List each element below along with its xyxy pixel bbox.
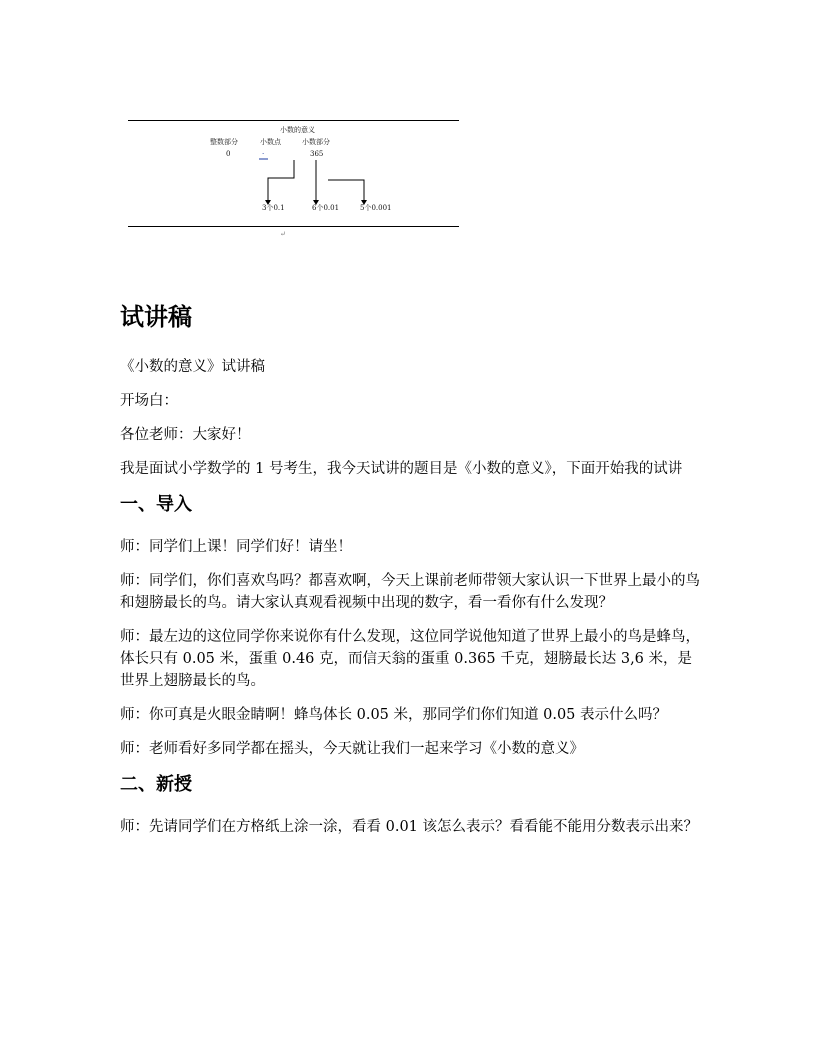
paragraph: 师：老师看好多同学都在摇头，今天就让我们一起来学习《小数的意义》 — [120, 741, 584, 757]
figure-title: 小数的意义 — [280, 126, 315, 134]
decimal-meaning-figure — [128, 118, 460, 240]
decimal-part-label: 小数部分 — [302, 138, 330, 146]
integer-part-value: 0 — [226, 150, 231, 158]
integer-part-label: 整数部分 — [210, 138, 238, 146]
paragraph: 师：你可真是火眼金睛啊！蜂鸟体长 0.05 米，那同学们你们知道 0.05 表示什么吗？ — [120, 707, 668, 723]
greeting: 各位老师：大家好！ — [120, 427, 251, 443]
paragraph: 师：最左边的这位同学你来说你有什么发现，这位同学说他知道了世界上最小的鸟是蜂鸟，体长只有 0.05 米，蛋重 0.46 克，而信天翁的蛋重 0.365 千克，翅膀最长达 3,6 米，是世界上翅膀最长的鸟。 — [120, 629, 700, 689]
introduction-paragraph: 我是面试小学数学的 1 号考生，我今天试讲的题目是《小数的意义》，下面开始我的试讲 — [120, 461, 683, 477]
paragraph: 师：同学们上课！同学们好！请坐！ — [120, 539, 352, 555]
arrow-tenths — [268, 160, 294, 204]
paragraph: 师：同学们，你们喜欢鸟吗？都喜欢啊，今天上课前老师带领大家认识一下世界上最小的鸟和翅膀最长的鸟。请大家认真观看视频中出现的数字，看一看你有什么发现？ — [120, 573, 700, 611]
decimal-point-value: . — [262, 148, 265, 156]
hundredths-count: 6个0.01 — [312, 204, 340, 212]
decimal-point-label: 小数点 — [260, 138, 281, 146]
document-body — [120, 300, 700, 850]
paragraph: 师：先请同学们在方格纸上涂一涂，看看 0.01 该怎么表示？看看能不能用分数表示出来？ — [120, 819, 698, 835]
bottom-rule — [128, 226, 459, 227]
figure-arrows — [128, 118, 460, 240]
section-heading-new: 二、新授 — [120, 774, 192, 795]
opening-label: 开场白： — [120, 393, 178, 409]
lesson-title: 《小数的意义》试讲稿 — [120, 359, 265, 375]
section-heading-intro: 一、导入 — [120, 494, 192, 515]
document-title: 试讲稿 — [120, 302, 192, 331]
thousandths-count: 5个0.001 — [360, 204, 392, 212]
arrow-thousandths — [328, 180, 364, 204]
paragraph-mark: ↵ — [280, 230, 286, 238]
decimal-part-value: 365 — [310, 150, 324, 158]
tenths-count: 3个0.1 — [262, 204, 285, 212]
